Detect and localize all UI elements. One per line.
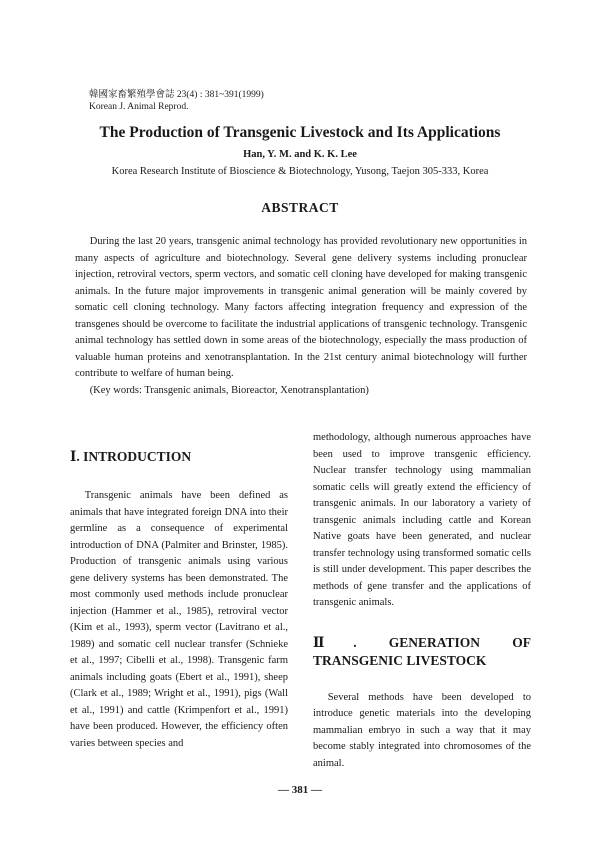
abstract-section (75, 234, 527, 399)
abstract-heading: ABSTRACT (261, 200, 339, 215)
journal-name: Korean J. Animal Reprod. (89, 102, 189, 112)
section-heading-generation: Ⅱ. GENERATION OF TRANSGENIC LIVESTOCK (313, 634, 531, 668)
introduction-paragraph-continued: methodology, although numerous approaches have been used to improve transgenic efficiency. Nuclear transfer technology using mammalian somatic cells will greatly extend the efficiency of transgenic animals. In our laboratory a variety of transgenic animals including cattle and Korean Native goats have been generated, and nuclear transfer technology using transformed somatic cells is still under development. This paper describes the methods of gene transfer and the applications of transgenic animals. (313, 432, 531, 608)
page-number: — 381 — (278, 784, 322, 796)
abstract-text: During the last 20 years, transgenic animal technology has provided revolutionary new opportunities in many aspects of agriculture and biotechnology. Several gene delivery systems including pronuclear injection, retroviral vectors, sperm vectors, and somatic cell cloning have developed for making transgenic animals. In the future major improvements in transgenic animal generation will be mainly covered by somatic cell cloning technology. Many factors affecting integration frequency and expression of the transgenes should be overcome to facilitate the industrial applications of transgenic technology. Transgenic animal technology has settled down in some areas of the biotechnology, especially the mass production of valuable human proteins and xenotransplantation. In the 21st century animal biotechnology will further contribute to welfare of human being. (75, 236, 527, 379)
generation-paragraph: Several methods have been developed to introduce genetic materials into the developing mammalian embryo in such a way that it may become stably integrated into chromosomes of the animal. (313, 691, 531, 769)
journal-citation: 韓國家畜繁殖學會誌 23(4) : 381~391(1999) (89, 90, 264, 100)
left-column (70, 430, 288, 752)
section-heading-introduction: Ⅰ. INTRODUCTION (70, 449, 192, 464)
paper-affiliation: Korea Research Institute of Bioscience & Biotechnology, Yusong, Taejon 305-333, Korea (111, 166, 489, 177)
paper-title: The Production of Transgenic Livestock and Its Applications (99, 124, 501, 141)
journal-header (89, 89, 264, 113)
introduction-paragraph: Transgenic animals have been defined as animals that have integrated foreign DNA into their germline as a consequence of experimental introduction of DNA (Palmiter and Brinster, 1985). Production of transgenic animals using various gene delivery systems has been demonstrated. The most commonly used methods include pronuclear injection (Hammer et al., 1985), retroviral vector (Kim et al., 1993), sperm vector (Lavitrano et al., 1989) and somatic cell nuclear transfer (Schnieke et al., 1997; Cibelli et al., 1998). Transgenic farm animals including goats (Ebert et al., 1991), sheep (Clark et al., 1989; Wright et al., 1991), pigs (Wall et al., 1991) and cattle (Krimpenfort et al., 1991) have been produced. However, the efficiency often varies between species and (70, 490, 288, 749)
abstract-keywords: (Key words: Transgenic animals, Bioreactor, Xenotransplantation) (89, 384, 369, 396)
paper-authors: Han, Y. M. and K. K. Lee (243, 149, 357, 160)
right-column (313, 430, 531, 772)
